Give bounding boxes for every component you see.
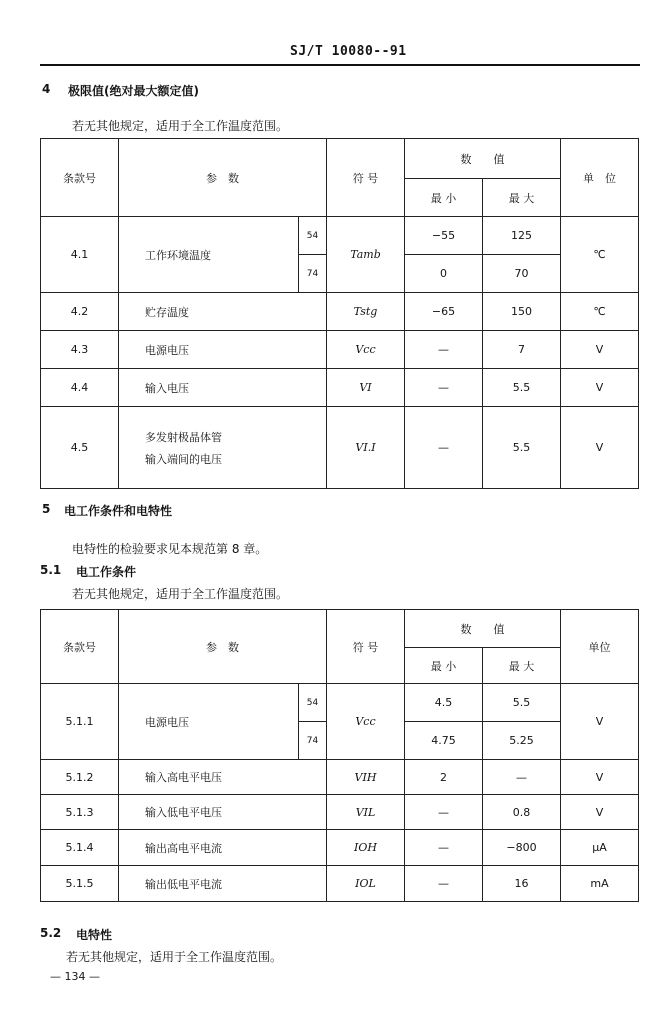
table-row: [41, 217, 639, 255]
section-4-note: 若无其他规定，适用于全工作温度范围。: [72, 119, 289, 133]
max-cell: 150: [483, 293, 561, 331]
document-id: SJ/T 10080--91: [290, 44, 407, 59]
min-cell: 4.75: [405, 722, 483, 760]
param-cell: 电源电压: [119, 684, 299, 760]
min-cell: 4.5: [405, 684, 483, 722]
unit-cell: ℃: [561, 293, 639, 331]
min-cell: −55: [405, 217, 483, 255]
clause-cell: 4.3: [41, 331, 119, 369]
min-cell: −65: [405, 293, 483, 331]
param-line-1: 多发射极晶体管: [145, 430, 222, 444]
min-cell: —: [405, 407, 483, 489]
max-cell: 5.5: [483, 684, 561, 722]
section-5-1-heading: 电工作条件: [76, 565, 137, 579]
max-cell: 0.8: [483, 795, 561, 830]
col-symbol: 符 号: [327, 610, 405, 684]
symbol-cell: Tstg: [327, 293, 405, 331]
symbol-cell: VIH: [327, 760, 405, 795]
operating-conditions-table: [40, 609, 639, 902]
symbol-cell: Vcc: [327, 331, 405, 369]
clause-cell: 4.2: [41, 293, 119, 331]
table-row: [41, 684, 639, 722]
unit-cell: mA: [561, 866, 639, 902]
limits-table: [40, 138, 639, 489]
grade-tag: 54: [299, 684, 327, 722]
min-cell: —: [405, 830, 483, 866]
param-cell: 电源电压: [119, 331, 327, 369]
col-min: 最 小: [405, 179, 483, 217]
section-5-heading: 电工作条件和电特性: [64, 504, 173, 518]
max-cell: 16: [483, 866, 561, 902]
clause-cell: 5.1.2: [41, 760, 119, 795]
unit-cell: μA: [561, 830, 639, 866]
section-4-heading: 极限值(绝对最大额定值): [68, 84, 199, 98]
symbol-cell: VIL: [327, 795, 405, 830]
section-4-number: 4: [42, 82, 51, 96]
table-row: [41, 407, 639, 489]
param-cell: 输出高电平电流: [119, 830, 327, 866]
section-5-note: 电特性的检验要求见本规范第 8 章。: [72, 542, 268, 556]
table-header-row: [41, 139, 639, 179]
param-cell: 贮存温度: [119, 293, 327, 331]
col-min: 最 小: [405, 648, 483, 684]
grade-tag: 54: [299, 217, 327, 255]
symbol-cell: IOH: [327, 830, 405, 866]
col-max: 最 大: [483, 648, 561, 684]
table-row: [41, 369, 639, 407]
col-param: 参 数: [119, 139, 327, 217]
max-cell: 5.5: [483, 407, 561, 489]
clause-cell: 5.1.4: [41, 830, 119, 866]
max-cell: −800: [483, 830, 561, 866]
min-cell: —: [405, 331, 483, 369]
unit-cell: V: [561, 407, 639, 489]
min-cell: —: [405, 369, 483, 407]
symbol-cell: IOL: [327, 866, 405, 902]
min-cell: —: [405, 795, 483, 830]
param-line-2: 输入端间的电压: [145, 452, 222, 466]
col-value: 数 值: [405, 610, 561, 648]
symbol-cell: VI.I: [327, 407, 405, 489]
max-cell: 125: [483, 217, 561, 255]
col-param: 参 数: [119, 610, 327, 684]
param-cell: 输入电压: [119, 369, 327, 407]
min-cell: —: [405, 866, 483, 902]
table-header-row: [41, 610, 639, 648]
unit-cell: V: [561, 684, 639, 760]
symbol-cell: Tamb: [327, 217, 405, 293]
clause-cell: 4.4: [41, 369, 119, 407]
symbol-cell: Vcc: [327, 684, 405, 760]
clause-cell: 5.1.1: [41, 684, 119, 760]
param-cell: [119, 407, 327, 489]
col-unit: 单 位: [561, 139, 639, 217]
section-5-2-number: 5.2: [40, 926, 62, 940]
col-symbol: 符 号: [327, 139, 405, 217]
unit-cell: ℃: [561, 217, 639, 293]
clause-cell: 4.1: [41, 217, 119, 293]
param-cell: 输入高电平电压: [119, 760, 327, 795]
table-row: [41, 760, 639, 795]
header-rule: [40, 64, 640, 66]
table-row: [41, 795, 639, 830]
clause-cell: 5.1.5: [41, 866, 119, 902]
section-5-1-number: 5.1: [40, 563, 62, 577]
unit-cell: V: [561, 795, 639, 830]
col-unit: 单位: [561, 610, 639, 684]
table-row: [41, 331, 639, 369]
param-cell: 输出低电平电流: [119, 866, 327, 902]
col-clause: 条款号: [41, 610, 119, 684]
param-cell: 工作环境温度: [119, 217, 299, 293]
max-cell: 5.5: [483, 369, 561, 407]
clause-cell: 4.5: [41, 407, 119, 489]
section-5-2-note: 若无其他规定，适用于全工作温度范围。: [66, 950, 283, 964]
col-max: 最 大: [483, 179, 561, 217]
page-number: — 134 —: [50, 970, 100, 983]
grade-tag: 74: [299, 255, 327, 293]
min-cell: 0: [405, 255, 483, 293]
max-cell: 5.25: [483, 722, 561, 760]
table-row: [41, 830, 639, 866]
param-cell: 输入低电平电压: [119, 795, 327, 830]
section-5-1-note: 若无其他规定，适用于全工作温度范围。: [72, 587, 289, 601]
unit-cell: V: [561, 331, 639, 369]
col-clause: 条款号: [41, 139, 119, 217]
section-5-number: 5: [42, 502, 51, 516]
grade-tag: 74: [299, 722, 327, 760]
min-cell: 2: [405, 760, 483, 795]
symbol-cell: VI: [327, 369, 405, 407]
max-cell: —: [483, 760, 561, 795]
col-value: 数 值: [405, 139, 561, 179]
unit-cell: V: [561, 369, 639, 407]
max-cell: 70: [483, 255, 561, 293]
section-5-2-heading: 电特性: [76, 928, 113, 942]
max-cell: 7: [483, 331, 561, 369]
table-row: [41, 293, 639, 331]
unit-cell: V: [561, 760, 639, 795]
clause-cell: 5.1.3: [41, 795, 119, 830]
table-row: [41, 866, 639, 902]
